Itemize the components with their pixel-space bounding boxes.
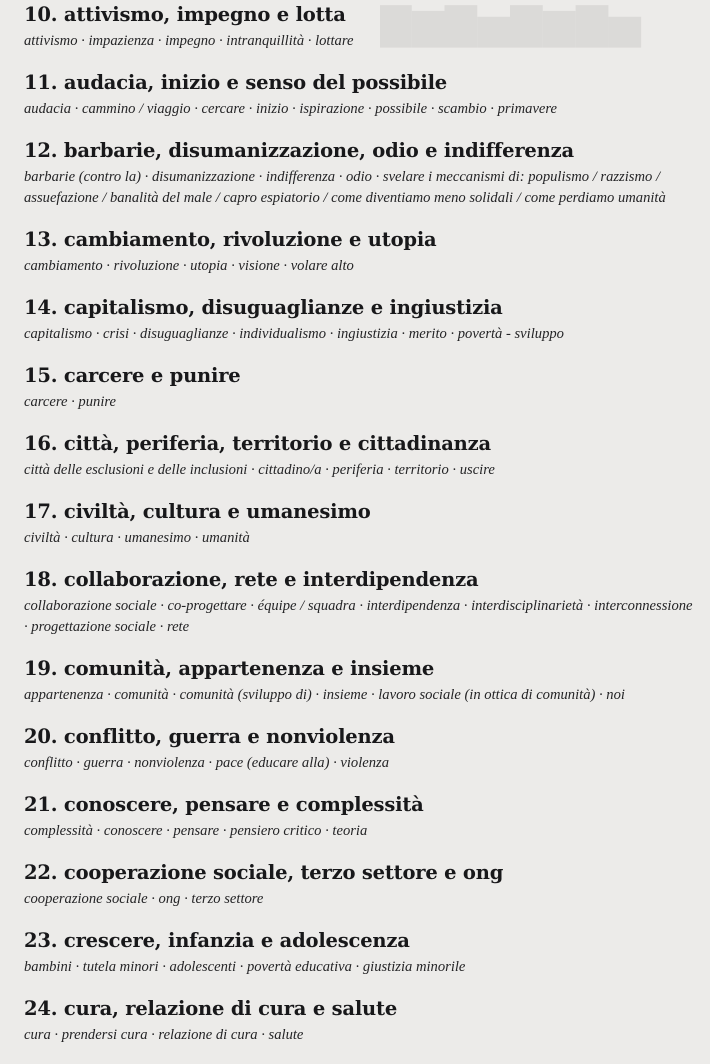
index-entry-12 [24,138,696,209]
index-entry-18 [24,567,696,638]
entry-keywords: capitalismo · crisi · disuguaglianze · individualismo · ingiustizia · merito · povertà - sviluppo [24,326,564,342]
index-entry-23 [24,928,696,978]
entry-keywords: complessità · conoscere · pensare · pensiero critico · teoria [24,823,368,839]
entry-keywords: cooperazione sociale · ong · terzo settore [24,891,264,907]
entry-keywords: civiltà · cultura · umanesimo · umanità [24,530,250,546]
entry-keywords: cambiamento · rivoluzione · utopia · visione · volare alto [24,258,354,274]
entry-title: 20. conflitto, guerra e nonviolenza [24,725,395,748]
index-entry-20 [24,724,696,774]
entry-keywords: conflitto · guerra · nonviolenza · pace (educare alla) · violenza [24,755,390,771]
entry-keywords: cura · prendersi cura · relazione di cura · salute [24,1027,304,1043]
entry-title: 11. audacia, inizio e senso del possibile [24,71,447,94]
entry-keywords: barbarie (contro la) · disumanizzazione · indifferenza · odio · svelare i meccanismi di: populismo / razzismo / assuefazione / banalità del male / capro espiatorio / come diventiamo meno solidali / come perdiamo umanità [24,169,666,206]
entry-title: 14. capitalismo, disuguaglianze e ingiustizia [24,296,503,319]
entry-keywords: attivismo · impazienza · impegno · intranquillità · lottare [24,33,354,49]
entry-title: 22. cooperazione sociale, terzo settore e ong [24,861,504,884]
entry-keywords: bambini · tutela minori · adolescenti · povertà educativa · giustizia minorile [24,959,466,975]
index-entry-21 [24,792,696,842]
index-entry-15 [24,363,696,413]
entry-title: 16. città, periferia, territorio e cittadinanza [24,432,491,455]
index-entry-16 [24,431,696,481]
entry-keywords: collaborazione sociale · co-progettare · équipe / squadra · interdipendenza · interdisciplinarietà · interconnessione · progettazione sociale · rete [24,598,693,635]
index-entry-24 [24,996,696,1046]
entry-keywords: città delle esclusioni e delle inclusioni · cittadino/a · periferia · territorio · uscire [24,462,495,478]
index-entry-17 [24,499,696,549]
entry-title: 23. crescere, infanzia e adolescenza [24,929,410,952]
entry-keywords: appartenenza · comunità · comunità (sviluppo di) · insieme · lavoro sociale (in ottica di comunità) · noi [24,687,625,703]
entry-title: 10. attivismo, impegno e lotta [24,3,346,26]
entry-title: 21. conoscere, pensare e complessità [24,793,424,816]
entry-title: 15. carcere e punire [24,364,241,387]
entry-title: 19. comunità, appartenenza e insieme [24,657,435,680]
index-entry-22 [24,860,696,910]
entry-title: 13. cambiamento, rivoluzione e utopia [24,228,437,251]
bleed-through-shadow: ▇▆▇▅▇▆▇▅ [380,1,643,46]
index-entry-13 [24,227,696,277]
topic-index-page [24,0,696,1064]
entry-title: 17. civiltà, cultura e umanesimo [24,500,371,523]
index-entry-14 [24,295,696,345]
entry-keywords: audacia · cammino / viaggio · cercare · inizio · ispirazione · possibile · scambio · primavere [24,101,558,117]
entry-title: 24. cura, relazione di cura e salute [24,997,398,1020]
entry-keywords: carcere · punire [24,394,116,410]
entry-title: 12. barbarie, disumanizzazione, odio e indifferenza [24,139,574,162]
index-entry-19 [24,656,696,706]
index-entry-10 [24,0,696,52]
index-entry-11 [24,70,696,120]
entry-title: 18. collaborazione, rete e interdipendenza [24,568,479,591]
